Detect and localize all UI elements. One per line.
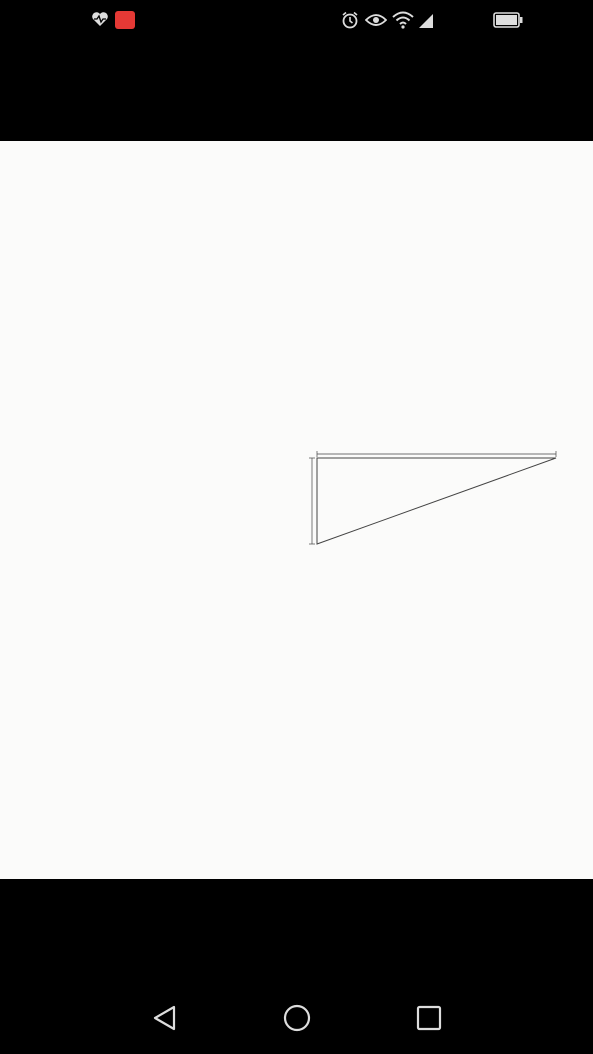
home-nav-button[interactable] <box>282 1003 312 1038</box>
eye-comfort-icon <box>365 12 387 33</box>
back-nav-button[interactable] <box>150 1003 180 1038</box>
toutiao-app-icon <box>115 11 135 29</box>
battery-icon <box>493 12 523 33</box>
signal-icon <box>418 13 434 34</box>
half-shawl-schematic <box>300 444 570 554</box>
home-circle-icon <box>282 1003 312 1033</box>
wifi-icon <box>392 11 414 34</box>
recents-nav-button[interactable] <box>414 1003 444 1038</box>
back-triangle-icon <box>150 1003 180 1033</box>
alarm-icon <box>341 11 359 34</box>
status-bar <box>0 0 593 40</box>
crochet-chart-2 <box>318 646 550 692</box>
crochet-chart-1 <box>30 699 565 863</box>
recents-square-icon <box>414 1003 444 1033</box>
heart-rate-icon <box>91 11 109 32</box>
magazine-page-image[interactable] <box>0 141 593 879</box>
